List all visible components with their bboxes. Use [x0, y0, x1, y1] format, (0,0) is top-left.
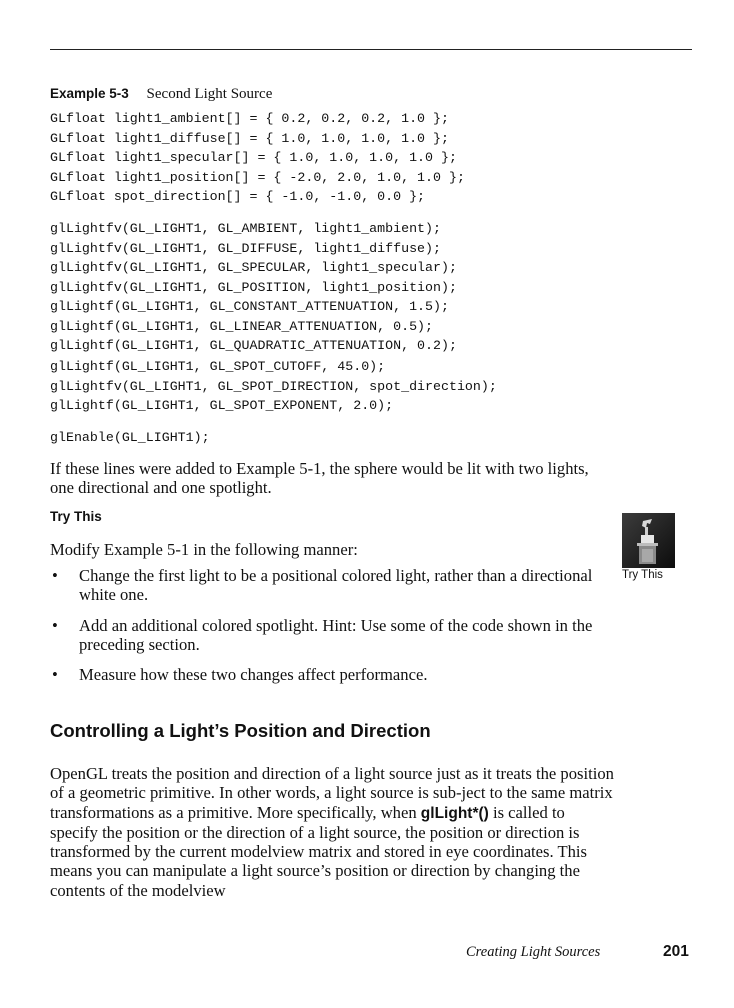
try-this-heading: Try This: [50, 509, 102, 524]
running-footer-title: Creating Light Sources: [466, 944, 601, 960]
try-this-intro: Modify Example 5-1 in the following manner:: [50, 540, 358, 559]
list-item-text: Add an additional colored spotlight. Hint: Use some of the code shown in the preceding section.: [79, 615, 593, 654]
code-line: glLightf(GL_LIGHT1, GL_SPOT_EXPONENT, 2.0);: [50, 398, 394, 413]
try-this-side-label: Try This: [622, 569, 663, 581]
code-line: glLightfv(GL_LIGHT1, GL_AMBIENT, light1_ambient);: [50, 221, 441, 236]
code-line: GLfloat light1_ambient[] = { 0.2, 0.2, 0.2, 1.0 };: [50, 111, 449, 126]
list-item-text: Measure how these two changes affect performance.: [79, 665, 428, 685]
example-title: Second Light Source: [146, 86, 273, 102]
code-line: GLfloat spot_direction[] = { -1.0, -1.0, 0.0 };: [50, 189, 426, 204]
code-block-spot-params: [50, 357, 497, 416]
code-line: glLightfv(GL_LIGHT1, GL_SPOT_DIRECTION, spot_direction);: [50, 378, 497, 394]
section-paragraph: [50, 764, 615, 900]
example-caption: [50, 86, 272, 103]
code-line: GLfloat light1_diffuse[] = { 1.0, 1.0, 1.0, 1.0 };: [50, 130, 449, 146]
code-line: glLightf(GL_LIGHT1, GL_LINEAR_ATTENUATION, 0.5);: [50, 318, 434, 334]
paragraph-text: is called to specify the position or the direction of a light source, the position or direction is transformed by the current modelview matrix and stored in eye coordinates. This means you can manipulate a light source’s position or direction by changing the contents of the modelview: [50, 802, 587, 900]
code-line: glLightf(GL_LIGHT1, GL_CONSTANT_ATTENUATION, 1.5);: [50, 299, 449, 314]
bullet-icon: •: [52, 566, 58, 585]
code-block-light-params: [50, 219, 457, 356]
paragraph-text: OpenGL treats the position and direction of a light source just as it treats the position of a geometric primitive. In other words, a light source is sub-ject to the same matrix transformations as a primitive. More specifically, when: [50, 764, 614, 822]
list-item-text: Change the first light to be a positional colored light, rather than a directional white one.: [79, 566, 593, 605]
code-line: glLightfv(GL_LIGHT1, GL_POSITION, light1_position);: [50, 279, 457, 295]
section-heading: Controlling a Light’s Position and Direction: [50, 720, 431, 741]
code-block-declarations: [50, 109, 465, 207]
list-item: [50, 616, 615, 655]
code-line: glLightf(GL_LIGHT1, GL_QUADRATIC_ATTENUATION, 0.2);: [50, 338, 457, 353]
intro-paragraph: If these lines were added to Example 5-1, the sphere would be lit with two lights, one directional and one spotlight.: [50, 459, 589, 498]
try-this-list: [50, 566, 615, 695]
code-line: GLfloat light1_position[] = { -2.0, 2.0, 1.0, 1.0 };: [50, 169, 465, 185]
example-number: Example 5-3: [50, 86, 129, 101]
code-line: GLfloat light1_specular[] = { 1.0, 1.0, 1.0, 1.0 };: [50, 150, 457, 165]
code-line: glLightf(GL_LIGHT1, GL_SPOT_CUTOFF, 45.0);: [50, 359, 386, 374]
list-item: [50, 665, 615, 684]
list-item: [50, 566, 615, 605]
try-this-icon: [622, 513, 675, 568]
bullet-icon: •: [52, 615, 58, 635]
code-line: glLightfv(GL_LIGHT1, GL_DIFFUSE, light1_diffuse);: [50, 240, 441, 256]
code-line: glLightfv(GL_LIGHT1, GL_SPECULAR, light1_specular);: [50, 260, 457, 275]
code-block-enable: [50, 428, 210, 448]
inline-function-name: glLight*(): [420, 804, 489, 822]
bullet-icon: •: [52, 665, 58, 685]
code-line: glEnable(GL_LIGHT1);: [50, 430, 210, 445]
page-number: 201: [663, 943, 689, 960]
header-rule: [50, 49, 692, 50]
